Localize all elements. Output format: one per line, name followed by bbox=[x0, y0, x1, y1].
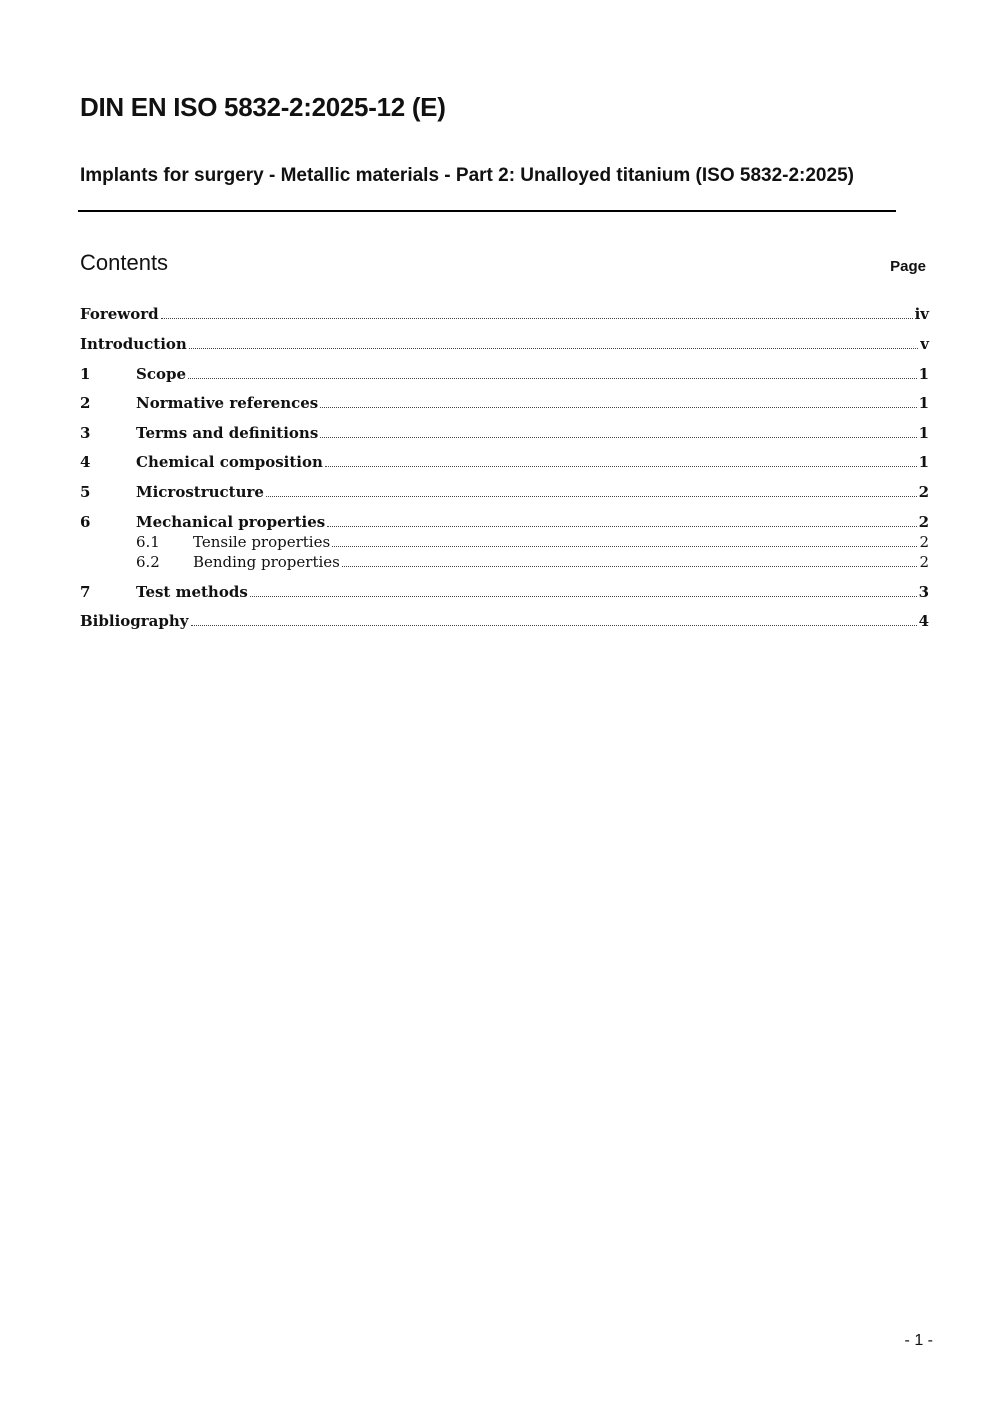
toc-leader-dots bbox=[266, 496, 917, 497]
toc-entry-bibliography[interactable] bbox=[80, 610, 929, 632]
toc-entry-title: Introduction bbox=[80, 335, 187, 353]
toc-entry-title: Test methods bbox=[136, 583, 248, 601]
toc-entry-page: 4 bbox=[918, 612, 929, 630]
page-column-heading: Page bbox=[890, 258, 926, 275]
toc-entry-title: Scope bbox=[136, 365, 187, 383]
toc-entry-terms-and-definitions[interactable] bbox=[80, 422, 929, 444]
toc-entry-page: 2 bbox=[919, 533, 929, 551]
toc-leader-dots bbox=[320, 407, 916, 408]
toc-entry-title: Terms and definitions bbox=[136, 424, 319, 442]
toc-entry-number: 6.2 bbox=[136, 553, 160, 571]
toc-entry-chemical-composition[interactable] bbox=[80, 451, 929, 473]
toc-leader-dots bbox=[250, 596, 917, 597]
toc-entry-number: 5 bbox=[80, 483, 91, 501]
toc-entry-number: 2 bbox=[80, 394, 91, 412]
toc-entry-page: 1 bbox=[918, 394, 929, 412]
toc-leader-dots bbox=[191, 625, 917, 626]
toc-entry-number: 7 bbox=[80, 583, 91, 601]
toc-entry-page: 2 bbox=[918, 483, 929, 501]
toc-entry-number: 1 bbox=[80, 365, 91, 383]
toc-entry-test-methods[interactable] bbox=[80, 581, 929, 603]
toc-entry-title: Mechanical properties bbox=[136, 513, 326, 531]
toc-leader-dots bbox=[325, 466, 917, 467]
page-number-footer: - 1 - bbox=[904, 1332, 933, 1349]
toc-leader-dots bbox=[188, 378, 917, 379]
toc-entry-title: Foreword bbox=[80, 305, 159, 323]
toc-leader-dots bbox=[327, 526, 916, 527]
toc-entry-page: 2 bbox=[918, 513, 929, 531]
toc-entry-number: 6.1 bbox=[136, 533, 160, 551]
toc-entry-foreword[interactable] bbox=[80, 303, 929, 325]
toc-entry-title: Bibliography bbox=[80, 612, 189, 630]
toc-entry-number: 6 bbox=[80, 513, 91, 531]
toc-entry-page: 1 bbox=[918, 453, 929, 471]
toc-entry-page: 2 bbox=[919, 553, 929, 571]
toc-entry-tensile-properties[interactable] bbox=[80, 531, 929, 553]
toc-leader-dots bbox=[320, 437, 916, 438]
title-divider bbox=[78, 210, 896, 212]
toc-entry-normative-references[interactable] bbox=[80, 392, 929, 414]
toc-entry-title: Chemical composition bbox=[136, 453, 323, 471]
toc-entry-introduction[interactable] bbox=[80, 333, 929, 355]
contents-heading: Contents bbox=[80, 250, 169, 275]
toc-entry-page: v bbox=[920, 335, 929, 353]
toc-leader-dots bbox=[342, 566, 918, 567]
toc-entry-title: Normative references bbox=[136, 394, 319, 412]
document-subtitle: Implants for surgery - Metallic materials - Part 2: Unalloyed titanium (ISO 5832-2:2025) bbox=[80, 165, 854, 186]
toc-entry-page: 1 bbox=[918, 365, 929, 383]
toc-entry-number: 3 bbox=[80, 424, 91, 442]
toc-entry-number: 4 bbox=[80, 453, 91, 471]
toc-entry-microstructure[interactable] bbox=[80, 481, 929, 503]
toc-leader-dots bbox=[189, 348, 918, 349]
toc-entry-title: Tensile properties bbox=[193, 533, 331, 551]
toc-entry-bending-properties[interactable] bbox=[80, 551, 929, 573]
toc-entry-scope[interactable] bbox=[80, 363, 929, 385]
document-title: DIN EN ISO 5832-2:2025-12 (E) bbox=[80, 92, 446, 122]
toc-leader-dots bbox=[332, 546, 917, 547]
toc-entry-page: 1 bbox=[918, 424, 929, 442]
toc-entry-title: Microstructure bbox=[136, 483, 264, 501]
toc-entry-page: iv bbox=[914, 305, 929, 323]
toc-entry-title: Bending properties bbox=[193, 553, 340, 571]
toc-entry-page: 3 bbox=[918, 583, 929, 601]
toc-entry-mechanical-properties[interactable] bbox=[80, 511, 929, 533]
toc-leader-dots bbox=[161, 318, 913, 319]
